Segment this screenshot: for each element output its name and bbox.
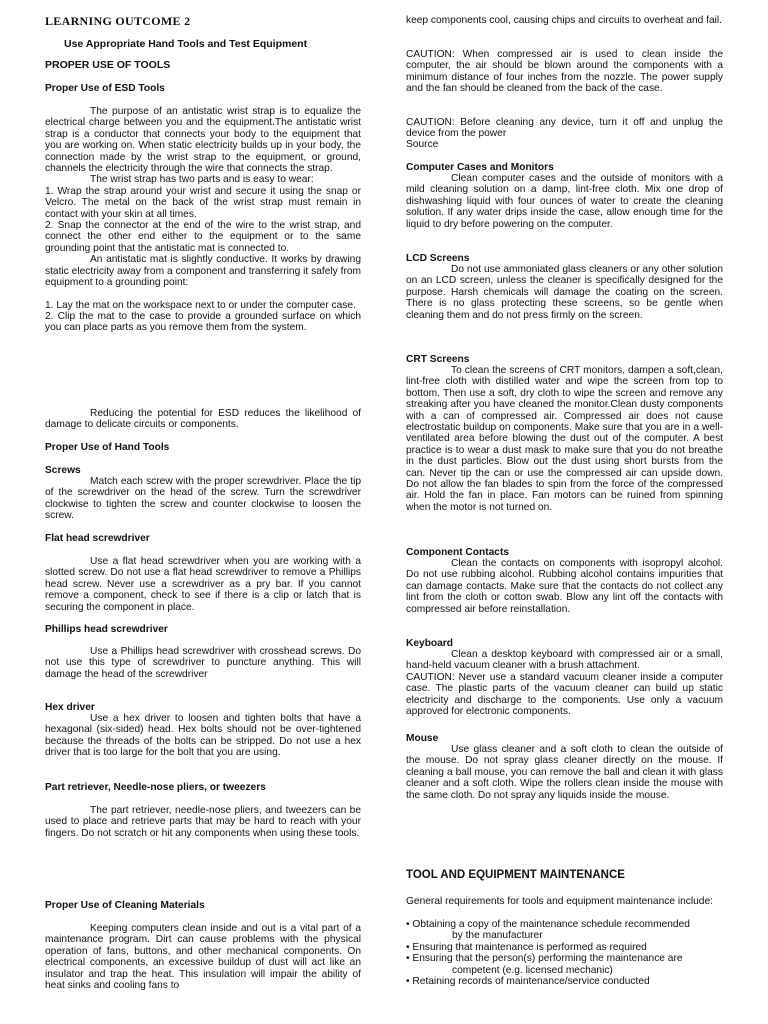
contacts-heading: Component Contacts bbox=[406, 547, 510, 558]
list-item: • Ensuring that maintenance is performed as required bbox=[406, 941, 647, 953]
flat-head-paragraph: Use a flat head screwdriver when you are working with a slotted screw. Do not use a flat head screwdriver to remove a Phillips head screw. Never use a screwdriver as a pry bar. If you cannot remove a component, check to see if there is a clip or latch that is securing the component in place. bbox=[45, 556, 361, 613]
list-item-text: Obtaining a copy of the maintenance schedule recommended bbox=[412, 919, 690, 930]
crt-paragraph: To clean the screens of CRT monitors, dampen a soft,clean, lint-free cloth with distilled water and wipe the screen from top to bottom. Then use a soft, dry cloth to wipe the screen and remove any streaking after you have cleaned the monitor.Clean dusty components with a can of compressed air. Compressed air does not cause electrostatic buildup on components. Make sure that you are in a well-ventilated area before blowing the dust out of the computer. A best practice is to wear a dust mask to make sure that you do not breathe in the dust particles. Blow out the dust using short bursts from the can. Never tip the can or use the compressed air can upside down. Do not allow the fan blades to spin from the force of the compressed air. Hold the fan in place. Fan motors can be ruined from spinning when the motor is not turned on. bbox=[406, 365, 723, 513]
list-item-continued: by the manufacturer bbox=[452, 930, 543, 942]
phillips-paragraph: Use a Phillips head screwdriver with crosshead screws. Do not use this type of screwdriver to puncture anything. This will damage the head of the screwdriver bbox=[45, 646, 361, 680]
list-item: • Ensuring that the person(s) performing the maintenance are bbox=[406, 953, 683, 965]
lcd-paragraph: Do not use ammoniated glass cleaners or any other solution on an LCD screen, unless the cleaner is specifically designed for the purpose. Harsh chemicals will damage the coating on the screen. There is no glass protecting these screens, so be gentle when cleaning them and do not press firmly on the screen. bbox=[406, 264, 723, 321]
esd-heading: Proper Use of ESD Tools bbox=[45, 83, 165, 94]
maintenance-intro: General requirements for tools and equipment maintenance include: bbox=[406, 896, 713, 907]
subtitle: Use Appropriate Hand Tools and Test Equipment bbox=[64, 38, 308, 50]
mouse-heading: Mouse bbox=[406, 733, 439, 744]
crt-heading: CRT Screens bbox=[406, 354, 470, 365]
hand-tools-heading: Proper Use of Hand Tools bbox=[45, 442, 170, 453]
phillips-heading: Phillips head screwdriver bbox=[45, 624, 168, 635]
mat-step-1: 1. Lay the mat on the workspace next to or under the computer case. bbox=[45, 299, 356, 311]
list-item-text: Ensuring that the person(s) performing the maintenance are bbox=[412, 953, 683, 965]
list-item: • Retaining records of maintenance/service conducted bbox=[406, 976, 650, 988]
part-retriever-heading: Part retriever, Needle-nose pliers, or tweezers bbox=[45, 782, 266, 793]
esd-step-2: 2. Snap the connector at the end of the wire to the wrist strap, and connect the other end either to the equipment or to the same grounding point that the antistatic mat is connected to. bbox=[45, 220, 361, 254]
cleaning-heading: Proper Use of Cleaning Materials bbox=[45, 900, 205, 911]
list-item: • Obtaining a copy of the maintenance schedule recommended bbox=[406, 919, 690, 930]
screws-paragraph: Match each screw with the proper screwdriver. Place the tip of the screwdriver on the head of the screw. Turn the screwdriver clockwise to tighten the screw and counter clockwise to loosen the screw. bbox=[45, 476, 361, 522]
esd-section bbox=[45, 106, 361, 334]
source-label: Source bbox=[406, 139, 439, 150]
proper-use-tools-heading: PROPER USE OF TOOLS bbox=[45, 59, 171, 71]
list-item-text: Ensuring that maintenance is performed as required bbox=[412, 941, 647, 953]
maintenance-heading: TOOL AND EQUIPMENT MAINTENANCE bbox=[406, 869, 625, 881]
keyboard-caution: CAUTION: Never use a standard vacuum cleaner inside a computer case. The plastic parts of the vacuum cleaner can build up static electricity and discharge to the components. Use only a vacuum approved for electronic components. bbox=[406, 672, 723, 718]
flat-head-heading: Flat head screwdriver bbox=[45, 533, 150, 544]
esd-paragraph-1: The purpose of an antistatic wrist strap is to equalize the electrical charge between you and the equipment.The antistatic wrist strap is a conductor that connects your body to the equipment that you are working on. When static electricity builds up in your body, the connection made by the wrist strap to the equipment, or ground, channels the electricity through the wire that connects the strap. bbox=[45, 106, 361, 175]
esd-paragraph-mat: An antistatic mat is slightly conductive. It works by drawing static electricity away from a component and transferring it safely from equipment to a grounding point: bbox=[45, 254, 361, 289]
keyboard-paragraph: Clean a desktop keyboard with compressed air or a small, hand-held vacuum cleaner with a brush attachment. bbox=[406, 649, 723, 672]
esd-conclusion: Reducing the potential for ESD reduces the likelihood of damage to delicate circuits or components. bbox=[45, 408, 361, 431]
cases-heading: Computer Cases and Monitors bbox=[406, 162, 554, 173]
mat-step-2: 2. Clip the mat to the case to provide a grounded surface on which you can place parts as you remove them from the system. bbox=[45, 310, 361, 334]
screws-heading: Screws bbox=[45, 465, 81, 476]
maintenance-list bbox=[406, 919, 723, 987]
learning-outcome-title: LEARNING OUTCOME 2 bbox=[45, 14, 191, 28]
keyboard-heading: Keyboard bbox=[406, 638, 453, 649]
part-retriever-paragraph: The part retriever, needle-nose pliers, and tweezers can be used to place and retrieve parts that may be hard to reach with your fingers. Do not scratch or hit any components when using these tools. bbox=[45, 805, 361, 839]
caution-compressed-air: CAUTION: When compressed air is used to clean inside the computer, the air should be blown around the components with a minimum distance of four inches from the nozzle. The power supply and the fan should be cleaned from the back of the case. bbox=[406, 49, 723, 95]
list-item-text: Retaining records of maintenance/service conducted bbox=[412, 976, 650, 988]
caution-unplug: CAUTION: Before cleaning any device, turn it off and unplug the device from the power bbox=[406, 117, 723, 140]
cases-paragraph: Clean computer cases and the outside of monitors with a mild cleaning solution on a damp, lint-free cloth. Mix one drop of dishwashing liquid with four ounces of water to create the cleaning solution. If any water drips inside the case, allow enough time for the liquid to dry before powering on the computer. bbox=[406, 173, 723, 230]
list-item-continued: competent (e.g. licensed mechanic) bbox=[452, 964, 613, 976]
cleaning-paragraph: Keeping computers clean inside and out is a vital part of a maintenance program. Dirt can cause problems with the physical operation of fans, buttons, and other mechanical components. On electrical components, an excessive buildup of dust will act like an insulator and trap the heat. This insulation will impair the ability of heat sinks and cooling fans to bbox=[45, 923, 361, 992]
esd-step-1: 1. Wrap the strap around your wrist and secure it using the snap or Velcro. The metal on the back of the wrist strap must remain in contact with your skin at all times. bbox=[45, 185, 361, 220]
mouse-paragraph: Use glass cleaner and a soft cloth to clean the outside of the mouse. Do not spray glass cleaner directly on the mouse. If cleaning a ball mouse, you can remove the ball and clean it with glass cleaner and a soft cloth. Wipe the rollers clean inside the mouse with the same cloth. Do not spray any liquids inside the mouse. bbox=[406, 744, 723, 801]
contacts-paragraph: Clean the contacts on components with isopropyl alcohol. Do not use rubbing alcohol. Rubbing alcohol contains impurities that can damage contacts. Make sure that the contacts do not collect any lint from the cloth or cotton swab. Blow any lint off the contacts with compressed air before reinstallation. bbox=[406, 558, 723, 615]
hex-heading: Hex driver bbox=[45, 702, 95, 713]
lcd-heading: LCD Screens bbox=[406, 253, 470, 264]
cleaning-continued: keep components cool, causing chips and circuits to overheat and fail. bbox=[406, 15, 722, 26]
esd-paragraph-2: The wrist strap has two parts and is easy to wear: bbox=[90, 174, 314, 186]
hex-paragraph: Use a hex driver to loosen and tighten bolts that have a hexagonal (six-sided) head. Hex bolts should not be over-tightened because the threads of the bolts can be stripped. Do not use a hex driver that is too large for the bolt that you are using. bbox=[45, 713, 361, 759]
